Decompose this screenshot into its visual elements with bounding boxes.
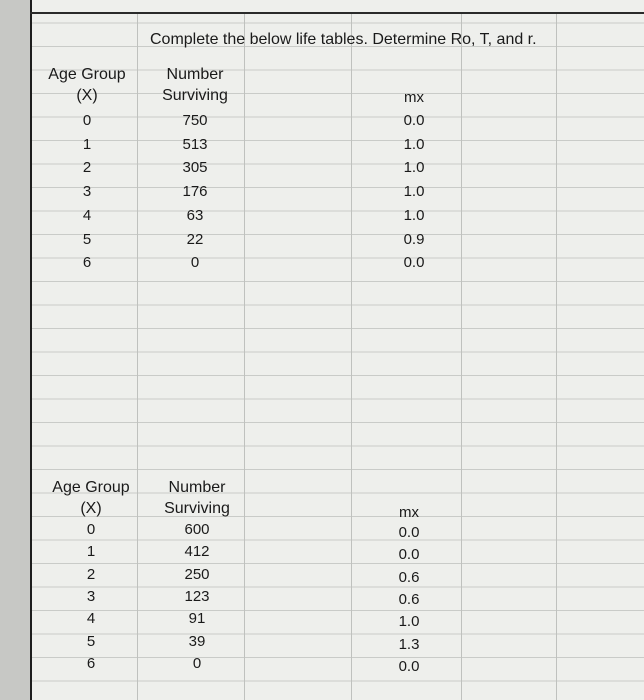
age-cell: 6	[86, 654, 96, 672]
mx-cell: 1.0	[398, 613, 420, 631]
number-cell: 305	[182, 159, 208, 177]
age-cell: 1	[86, 543, 96, 561]
mx-cell: 0.0	[398, 524, 420, 541]
sheet-border-left	[30, 0, 32, 700]
mx-header: mx	[399, 504, 419, 521]
age-cell: 5	[86, 632, 96, 650]
mx-cell: 1.3	[398, 635, 420, 653]
column-divider	[137, 14, 138, 700]
number-surviving-header: Number	[168, 479, 226, 496]
number-cell: 0	[192, 654, 202, 672]
mx-header: mx	[404, 89, 424, 106]
age-group-header-x: (X)	[76, 87, 98, 104]
age-cell: 1	[82, 135, 92, 153]
page-title: Complete the below life tables. Determine Ro, T, and r.	[150, 31, 537, 48]
number-cell: 63	[186, 206, 204, 224]
mx-cell: 0.0	[398, 657, 420, 675]
sheet-border-top	[30, 12, 644, 14]
column-divider	[244, 14, 245, 700]
mx-cell: 0.6	[398, 568, 420, 586]
age-cell: 0	[86, 521, 96, 538]
age-group-header: Age Group	[52, 479, 130, 496]
mx-cell: 1.0	[403, 206, 425, 224]
age-group-header: Age Group	[48, 66, 126, 83]
number-cell: 250	[184, 565, 210, 583]
mx-cell: 0.6	[398, 590, 420, 608]
number-surviving-header-2: Surviving	[164, 500, 230, 517]
number-cell: 412	[184, 543, 210, 561]
mx-cell: 0.0	[398, 546, 420, 564]
number-surviving-header: Number	[166, 66, 224, 83]
number-cell: 0	[190, 254, 200, 272]
mx-cell: 1.0	[403, 183, 425, 201]
number-cell: 39	[188, 632, 206, 650]
mx-cell: 1.0	[403, 159, 425, 177]
age-cell: 0	[82, 112, 92, 129]
age-cell: 4	[82, 206, 92, 224]
age-cell: 3	[86, 587, 96, 605]
age-cell: 3	[82, 183, 92, 201]
age-group-header-x: (X)	[80, 500, 102, 517]
number-cell: 513	[182, 135, 208, 153]
number-cell: 22	[186, 230, 204, 248]
number-cell: 123	[184, 587, 210, 605]
mx-cell: 1.0	[403, 135, 425, 153]
mx-cell: 0.0	[403, 254, 425, 272]
number-cell: 91	[188, 610, 206, 628]
left-margin	[0, 0, 30, 700]
number-cell: 176	[182, 183, 208, 201]
number-surviving-header-2: Surviving	[162, 87, 228, 104]
age-cell: 5	[82, 230, 92, 248]
number-cell: 600	[184, 521, 210, 538]
column-divider	[556, 14, 557, 700]
column-divider	[461, 14, 462, 700]
age-cell: 2	[82, 159, 92, 177]
age-cell: 6	[82, 254, 92, 272]
age-cell: 4	[86, 610, 96, 628]
column-divider	[351, 14, 352, 700]
mx-cell: 0.9	[403, 230, 425, 248]
number-cell: 750	[182, 112, 208, 129]
mx-cell: 0.0	[403, 112, 425, 129]
age-cell: 2	[86, 565, 96, 583]
